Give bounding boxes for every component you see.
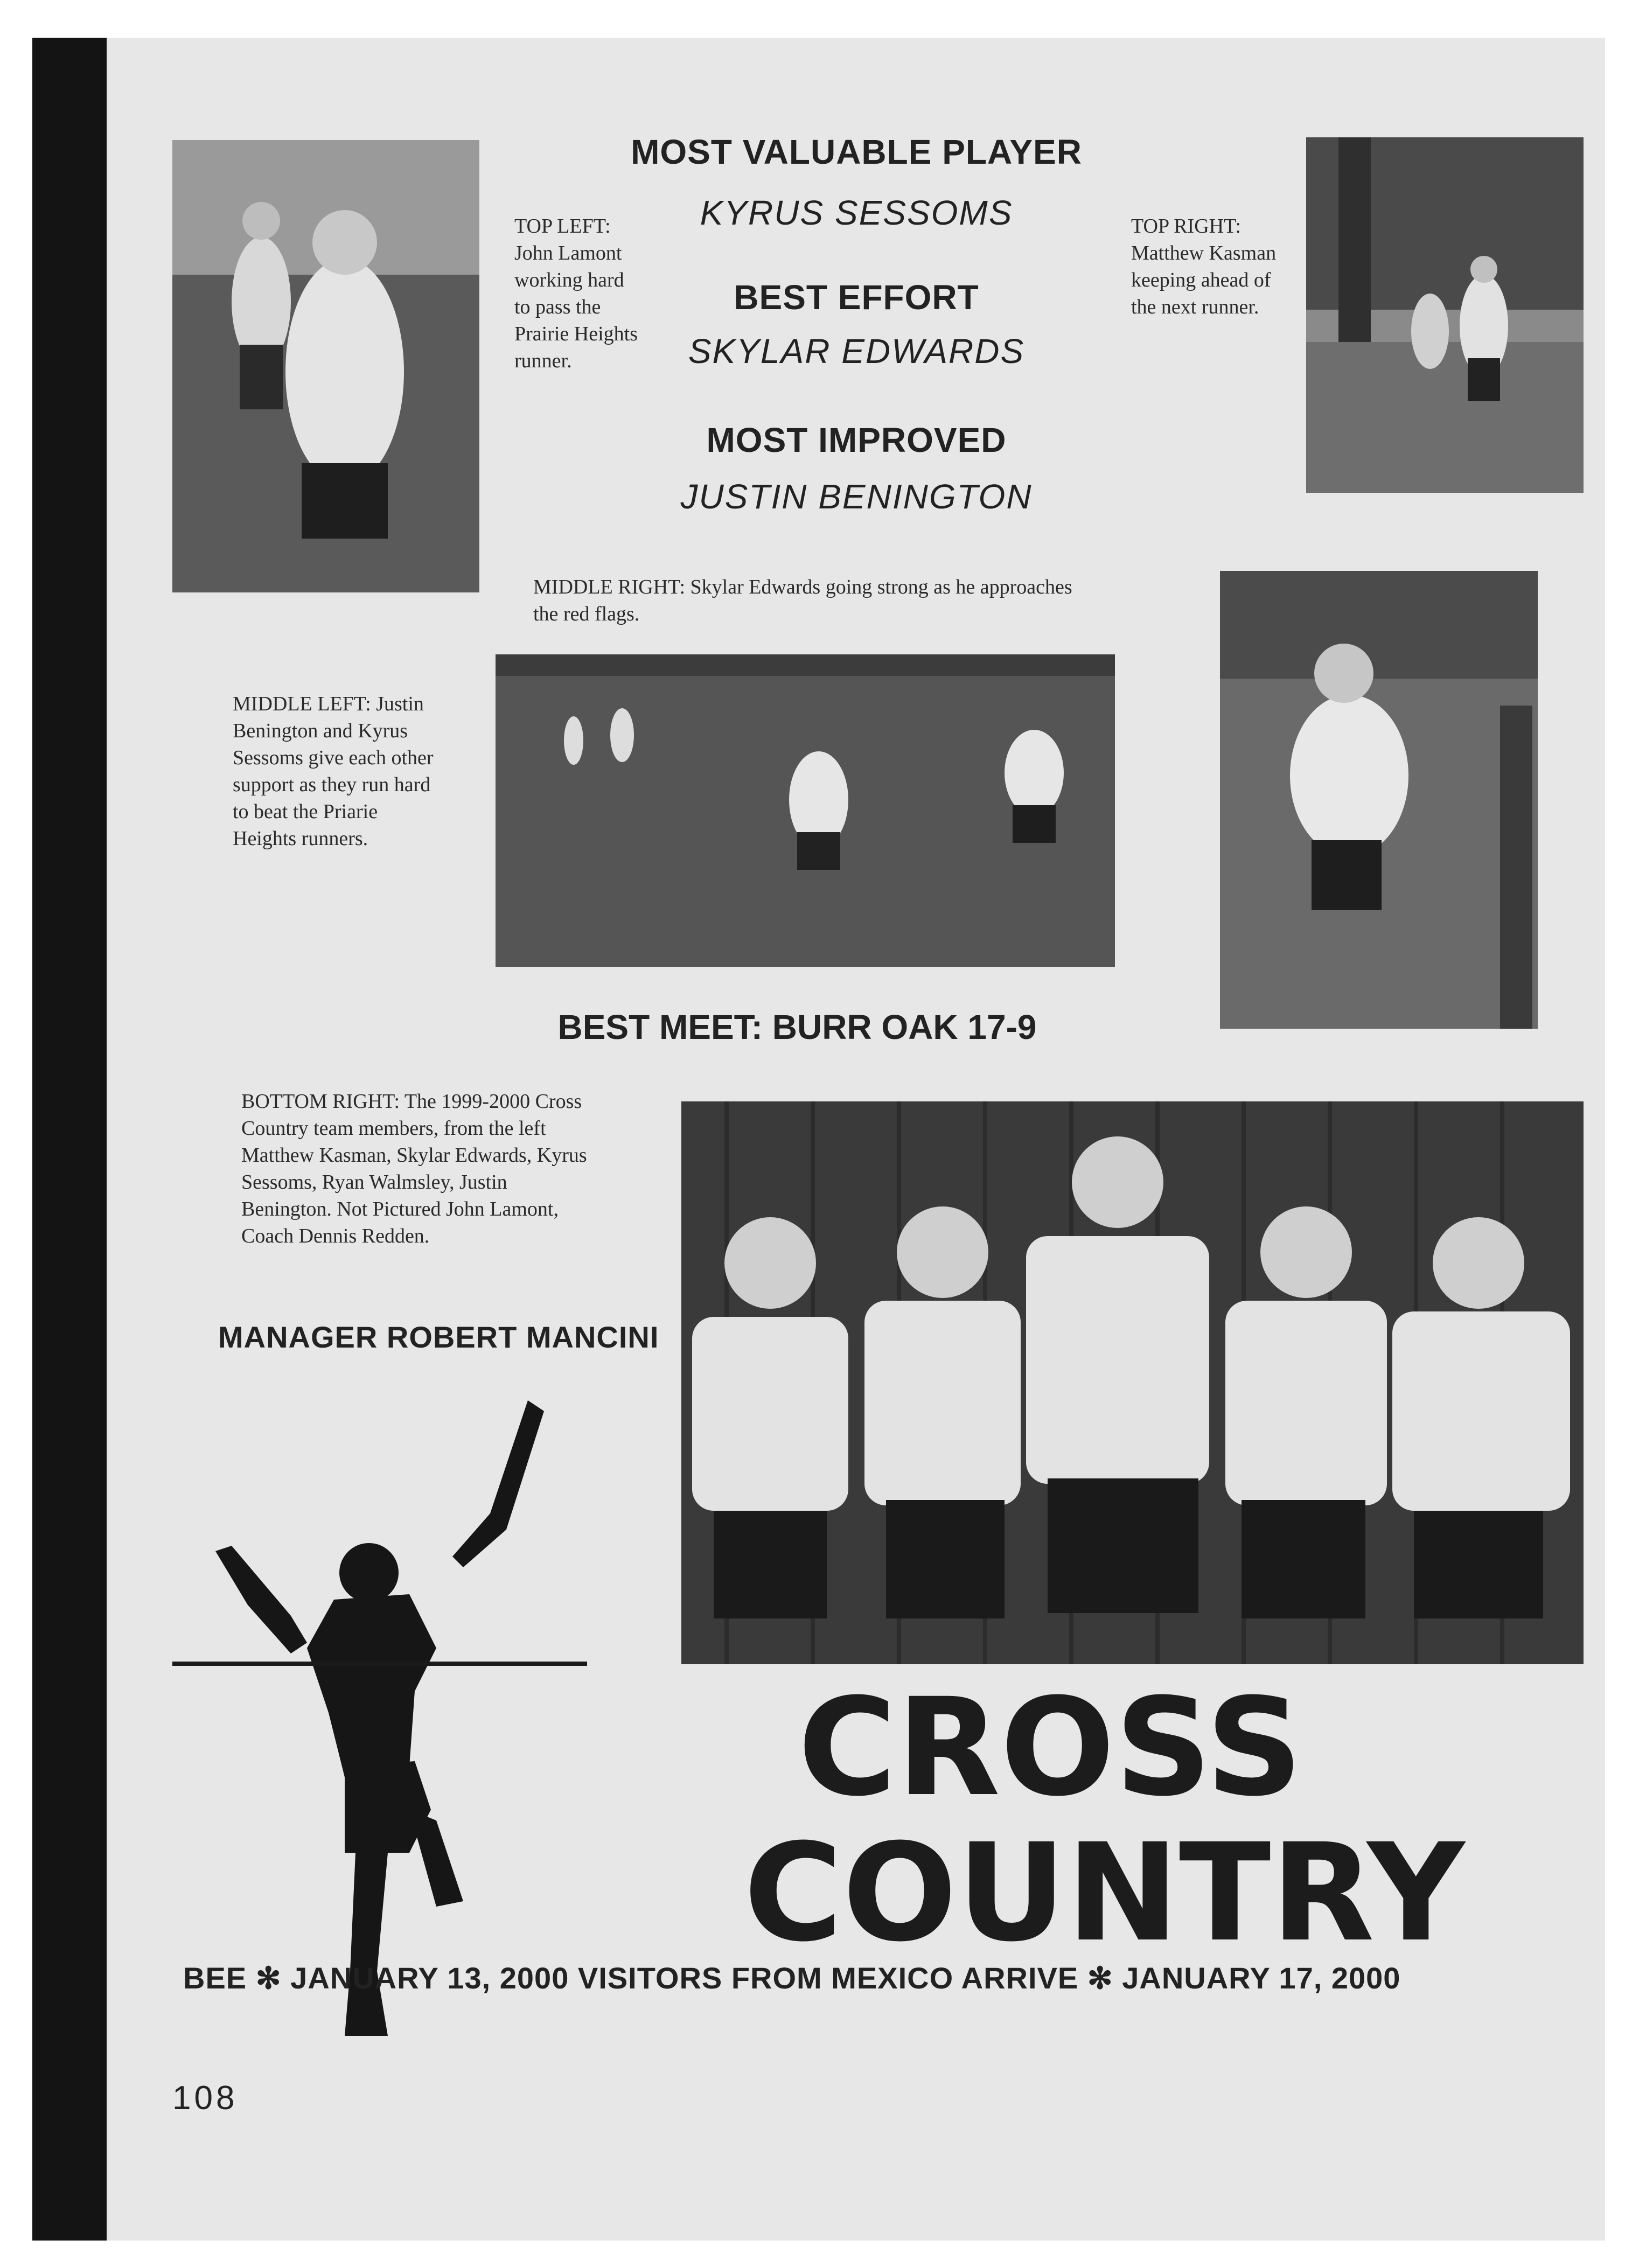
title-cross: CROSS (798, 1669, 1303, 1826)
best-meet-heading: BEST MEET: BURR OAK 17-9 (557, 1008, 1037, 1046)
photo-top-left (172, 140, 479, 592)
award-improved-name: JUSTIN BENINGTON (680, 477, 1033, 516)
award-mvp-name: KYRUS SESSOMS (700, 193, 1013, 232)
award-mvp-title: MOST VALUABLE PLAYER (631, 132, 1082, 171)
photo-middle-left (496, 654, 1115, 967)
manager-label: MANAGER ROBERT MANCINI (218, 1320, 659, 1354)
page-number: 108 (172, 2079, 238, 2117)
footer-dates: BEE ✻ JANUARY 13, 2000 VISITORS FROM MEXICO ARRIVE ✻ JANUARY 17, 2000 (183, 1961, 1401, 1995)
caption-middle-left: MIDDLE LEFT: Justin Benington and Kyrus Sessoms give each other support as they run hard to beat the Priarie Heights runners. (233, 693, 434, 850)
title-country: COUNTRY (743, 1815, 1465, 1971)
photo-middle-right (1220, 571, 1538, 1029)
photo-top-right (1306, 137, 1584, 493)
caption-top-right: TOP RIGHT: Matthew Kasman keeping ahead of the next runner. (1131, 215, 1277, 318)
award-improved-title: MOST IMPROVED (706, 421, 1007, 459)
binding-spine (32, 38, 107, 2241)
finish-line-rule (172, 1662, 587, 1666)
caption-bottom-right: BOTTOM RIGHT: The 1999-2000 Cross Country team members, from the left Matthew Kasman, Skylar Edwards, Kyrus Sessoms, Ryan Walmsley, Justin Benington. Not Pictured John Lamont, Coach Dennis Redden. (241, 1090, 587, 1247)
caption-middle-right: MIDDLE RIGHT: Skylar Edwards going strong as he approaches the red flags. (533, 576, 1072, 625)
runner-silhouette-icon (183, 1390, 571, 2057)
award-effort-title: BEST EFFORT (734, 278, 979, 317)
photo-team (681, 1101, 1584, 1664)
award-effort-name: SKYLAR EDWARDS (688, 332, 1025, 371)
caption-top-left: TOP LEFT: John Lamont working hard to pass the Prairie Heights runner. (514, 215, 638, 372)
